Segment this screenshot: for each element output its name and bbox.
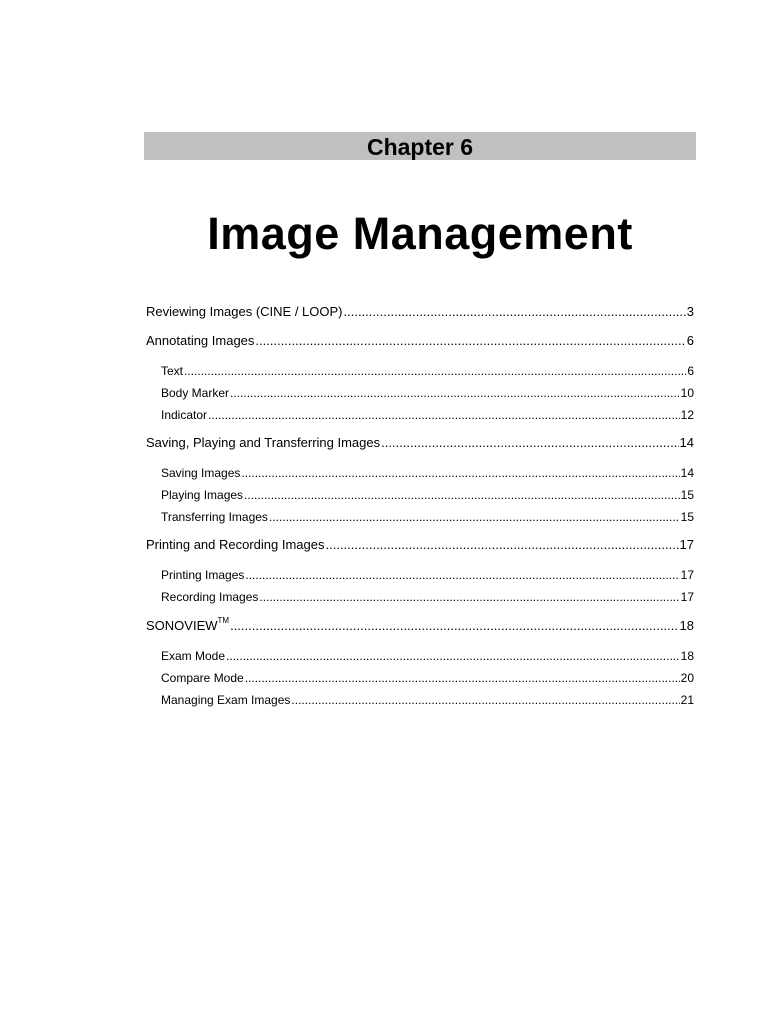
toc-entry-label: Text (161, 364, 184, 378)
toc-entry-indicator[interactable] (161, 408, 694, 422)
toc-leader (291, 693, 679, 707)
toc-leader (230, 386, 680, 400)
toc-entry-saving-playing-transferring[interactable] (146, 435, 694, 450)
toc-entry-page: 17 (680, 590, 694, 604)
toc-entry-page: 17 (679, 537, 694, 552)
toc-leader (255, 333, 685, 348)
toc-leader (326, 537, 679, 552)
toc-entry-page: 6 (686, 333, 694, 348)
toc-entry-transferring-images[interactable] (161, 510, 694, 524)
toc-entry-label: Saving Images (161, 466, 241, 480)
toc-entry-label-text: SONOVIEW (146, 618, 218, 633)
toc-leader (259, 590, 679, 604)
toc-entry-label: Reviewing Images (CINE / LOOP) (146, 304, 343, 319)
toc-leader (245, 671, 680, 685)
toc-entry-page: 18 (680, 649, 694, 663)
toc-entry-label: Indicator (161, 408, 208, 422)
toc-entry-managing-exam-images[interactable] (161, 693, 694, 707)
page-title: Image Management (207, 208, 633, 259)
toc-entry-annotating-images[interactable] (146, 333, 694, 348)
toc-entry-page: 3 (686, 304, 694, 319)
toc-entry-text[interactable] (161, 364, 694, 378)
toc-leader (381, 435, 678, 450)
toc-entry-compare-mode[interactable] (161, 671, 694, 685)
toc-entry-page: 20 (680, 671, 694, 685)
toc-entry-label: Annotating Images (146, 333, 255, 348)
toc-entry-page: 6 (687, 364, 694, 378)
toc-entry-page: 12 (680, 408, 694, 422)
chapter-heading: Chapter 6 (144, 132, 696, 160)
toc-entry-recording-images[interactable] (161, 590, 694, 604)
toc-entry-reviewing-images[interactable] (146, 304, 694, 319)
toc-entry-page: 14 (680, 466, 694, 480)
toc-entry-label: Exam Mode (161, 649, 226, 663)
toc-leader (244, 488, 680, 502)
toc-entry-label: Body Marker (161, 386, 230, 400)
toc-entry-label: Compare Mode (161, 671, 244, 685)
toc-entry-label: Saving, Playing and Transferring Images (146, 435, 381, 450)
trademark-mark: TM (217, 616, 230, 625)
toc-entry-exam-mode[interactable] (161, 649, 694, 663)
toc-entry-page: 15 (680, 510, 694, 524)
toc-leader (241, 466, 679, 480)
toc-entry-sonoview[interactable] (146, 618, 694, 633)
toc-entry-page: 17 (680, 568, 694, 582)
toc-entry-label: Playing Images (161, 488, 244, 502)
toc-entry-label: Printing Images (161, 568, 245, 582)
toc-entry-saving-images[interactable] (161, 466, 694, 480)
toc-entry-label: Printing and Recording Images (146, 537, 325, 552)
toc-leader (226, 649, 680, 663)
toc-entry-printing-recording[interactable] (146, 537, 694, 552)
toc-leader (184, 364, 686, 378)
toc-entry-label (146, 618, 229, 633)
toc-leader (344, 304, 686, 319)
toc-entry-page: 15 (680, 488, 694, 502)
toc-entry-page: 21 (680, 693, 694, 707)
toc-entry-label: Transferring Images (161, 510, 268, 524)
toc-entry-page: 18 (679, 618, 694, 633)
toc-entry-body-marker[interactable] (161, 386, 694, 400)
toc-entry-label: Managing Exam Images (161, 693, 291, 707)
toc-entry-label: Recording Images (161, 590, 259, 604)
toc-entry-page: 14 (679, 435, 694, 450)
toc-entry-playing-images[interactable] (161, 488, 694, 502)
toc-entry-printing-images[interactable] (161, 568, 694, 582)
toc-leader (245, 568, 679, 582)
toc-leader (269, 510, 680, 524)
toc-entry-page: 10 (680, 386, 694, 400)
toc-leader (208, 408, 680, 422)
toc-leader (230, 618, 678, 633)
